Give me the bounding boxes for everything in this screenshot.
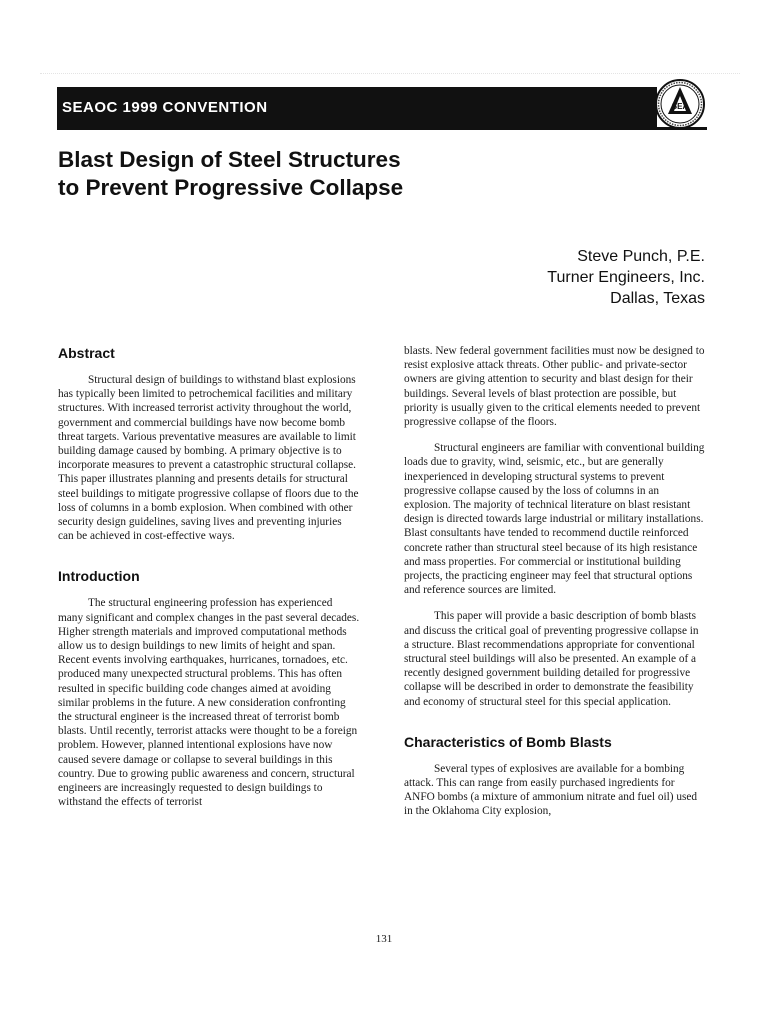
introduction-paragraph-1-continued: blasts. New federal government facilities must now be designed to resist explosive attack threats. Other public- and private-sector owners are giving attention to security and blast design for their buildings. Several levels of blast protection are possible, but priority is usually given to the critical elements needed to prevent progressive collapse of the floors. <box>404 345 705 429</box>
scan-artifact-line <box>40 73 740 76</box>
introduction-paragraph-2: Structural engineers are familiar with conventional building loads due to gravity, wind, seismic, etc., but are generally inexperienced in developing structural systems to prevent progressive collapse caused by the loss of columns in an explosion. The majority of technical literature on blast resistant design is directed towards large industrial or military installations. Blast consultants have tended to recommend ductile reinforced concrete rather than structural steel because of its high resistance and mass properties. For commercial or institutional building projects, the practicing engineer may feel that structural options and reference sources are limited. <box>404 442 705 597</box>
banner-rule <box>57 127 707 130</box>
page-number: 131 <box>375 933 393 945</box>
banner-text: SEAOC 1999 CONVENTION <box>62 99 268 116</box>
title-line-1: Blast Design of Steel Structures <box>58 147 401 172</box>
title-line-2: to Prevent Progressive Collapse <box>58 175 404 200</box>
left-column <box>58 344 360 809</box>
bomb-blasts-paragraph-1: Several types of explosives are available for a bombing attack. This can range from easily purchased ingredients for ANFO bombs (a mixture of ammonium nitrate and fuel oil) used in the Oklahoma City explosion, <box>404 762 698 818</box>
introduction-paragraph-3: This paper will provide a basic description of bomb blasts and discuss the critical goal of preventing progressive collapse in a structure. Blast recommendations appropriate for conventional structural steel buildings will also be presented. An example of a recently designed government building detailed for progressive collapse will be described in order to demonstrate the feasibility and economy of structural steel for this special application. <box>404 610 699 708</box>
right-column <box>404 344 706 819</box>
author-block <box>547 246 705 309</box>
paper-title <box>58 146 658 202</box>
author-organization: Turner Engineers, Inc. <box>547 269 705 286</box>
abstract-heading: Abstract <box>58 345 115 361</box>
abstract-paragraph: Structural design of buildings to withstand blast explosions has typically been limited to petrochemical facilities and military structures. With increased terrorist activity throughout the world, government and commercial buildings have now become bomb threat targets. Various preventative measures are available to limit building damage caused by bombing. A primary objective is to incorporate measures to prevent a catastrophic structural collapse. This paper illustrates planning and presents details for structural steel buildings to mitigate progressive collapse of floors due to the loss of columns in a bomb explosion. When combined with other security design guidelines, saving lives and preventing injuries can be achieved in cost-effective ways. <box>58 374 359 543</box>
author-location: Dallas, Texas <box>610 290 705 307</box>
logo-text: SEA <box>671 102 689 111</box>
sea-logo-icon <box>654 78 706 130</box>
introduction-paragraph-1: The structural engineering profession has experienced many significant and complex changes in the past several decades. Higher strength materials and improved computational methods allow us to design buildings to new limits of height and span. Recent events involving earthquakes, hurricanes, tornadoes, etc. produced many unexpected structural problems. This has often resulted in specific building code changes aimed at avoiding similar problems in the future. A new consideration confronting the structural engineer is the increased threat of terrorist bomb blasts. Until recently, terrorist attacks were thought to be a foreign problem. However, planned intentional explosions have now caused severe damage or collapse to several buildings in this country. Due to growing public awareness and concern, structural engineers are increasingly requested to design buildings to withstand the effects of terrorist <box>58 597 360 809</box>
author-name: Steve Punch, P.E. <box>577 248 705 265</box>
convention-banner <box>57 87 657 127</box>
bomb-blasts-heading: Characteristics of Bomb Blasts <box>404 733 612 750</box>
introduction-heading: Introduction <box>58 568 140 585</box>
